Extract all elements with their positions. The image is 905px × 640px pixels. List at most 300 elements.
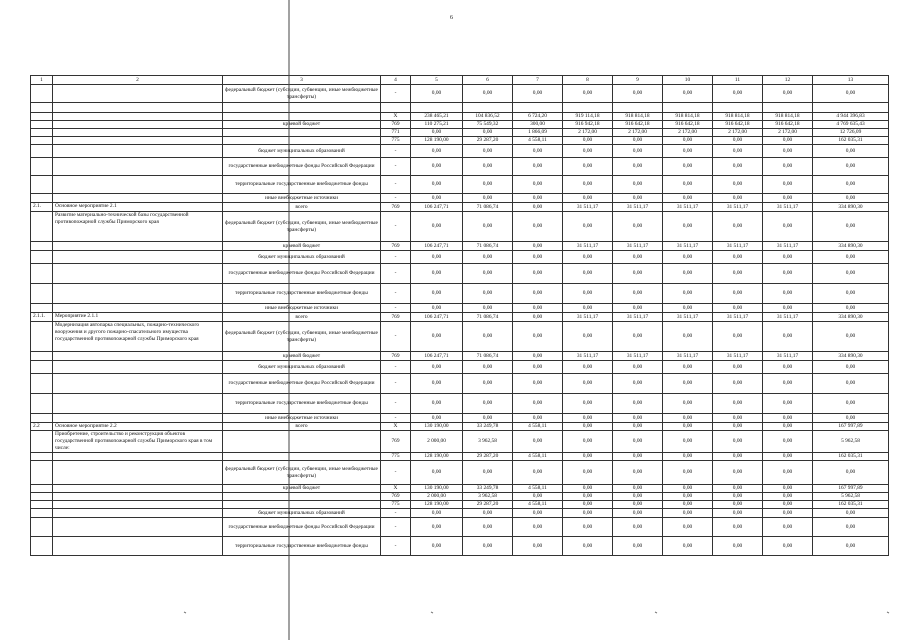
row-index-cell (31, 322, 53, 352)
value-cell: 0,00 (613, 374, 663, 394)
value-cell: 0,00 (763, 461, 813, 485)
measure-name-cell (53, 509, 223, 518)
value-cell: X (381, 485, 411, 493)
measure-name-cell (53, 129, 223, 137)
value-cell: 0,00 (513, 322, 563, 352)
row-index-cell (31, 431, 53, 453)
value-cell: 0,00 (663, 423, 713, 431)
value-cell: 0,00 (813, 158, 889, 176)
value-cell: 0,00 (513, 284, 563, 304)
value-cell: 0,00 (763, 284, 813, 304)
table-row (31, 113, 889, 121)
value-cell: 0,00 (813, 284, 889, 304)
value-cell: 0,00 (463, 374, 513, 394)
value-cell: 0,00 (563, 251, 613, 264)
value-cell: 0,00 (463, 361, 513, 374)
row-index-cell (31, 361, 53, 374)
value-cell: 918 814,18 (663, 113, 713, 121)
value-cell: 0,00 (663, 137, 713, 145)
value-cell: 2 172,00 (663, 129, 713, 137)
value-cell: 0,00 (411, 414, 463, 423)
value-cell: 0,00 (513, 212, 563, 242)
value-cell: 31 511,17 (563, 203, 613, 212)
row-index-cell (31, 242, 53, 251)
value-cell: 0,00 (513, 304, 563, 313)
value-cell: 0,00 (513, 242, 563, 251)
value-cell: 918 814,18 (613, 113, 663, 121)
value-cell: 0,00 (563, 453, 613, 461)
value-cell: 0,00 (563, 493, 613, 501)
value-cell: 4 558,11 (513, 485, 563, 493)
value-cell: 0,00 (813, 414, 889, 423)
value-cell: - (381, 361, 411, 374)
value-cell: - (381, 374, 411, 394)
value-cell: 0,00 (463, 251, 513, 264)
table-row (31, 251, 889, 264)
value-cell: 0,00 (411, 251, 463, 264)
value-cell: 0,00 (613, 461, 663, 485)
value-cell: 33 249,78 (463, 485, 513, 493)
value-cell: 0,00 (563, 423, 613, 431)
value-cell: 0,00 (613, 501, 663, 509)
value-cell: 769 (381, 203, 411, 212)
value-cell: 0,00 (813, 251, 889, 264)
value-cell: 0,00 (813, 264, 889, 284)
scan-speck (184, 612, 186, 613)
header-cell: 1 (31, 76, 53, 85)
value-cell: 0,00 (813, 85, 889, 103)
value-cell: - (381, 304, 411, 313)
funding-source-cell: иные внебюджетные источники (223, 414, 381, 423)
funding-source-cell: федеральный бюджет (субсидии, субвенции, иные межбюджетные трансферты) (223, 212, 381, 242)
funding-source-cell: территориальные государственные внебюджетные фонды (223, 394, 381, 414)
value-cell: 0,00 (411, 361, 463, 374)
value-cell: 167 997,89 (813, 485, 889, 493)
value-cell: 0,00 (763, 137, 813, 145)
value-cell: 916 642,18 (663, 121, 713, 129)
table-row (31, 145, 889, 158)
value-cell: - (381, 264, 411, 284)
value-cell: 775 (381, 137, 411, 145)
value-cell: 0,00 (613, 509, 663, 518)
value-cell: 0,00 (713, 361, 763, 374)
table-row (31, 212, 889, 242)
value-cell: 0,00 (411, 284, 463, 304)
value-cell: 0,00 (563, 212, 613, 242)
row-index-cell (31, 394, 53, 414)
value-cell: 0,00 (463, 264, 513, 284)
row-index-cell (31, 176, 53, 194)
value-cell: 75 549,32 (463, 121, 513, 129)
funding-source-cell (223, 453, 381, 461)
row-index-cell (31, 251, 53, 264)
value-cell: - (381, 194, 411, 203)
value-cell: 0,00 (563, 461, 613, 485)
value-cell: 0,00 (411, 461, 463, 485)
value-cell: 0,00 (411, 212, 463, 242)
value-cell: 0,00 (663, 194, 713, 203)
value-cell: 0,00 (563, 194, 613, 203)
value-cell: 0,00 (411, 85, 463, 103)
funding-source-cell: территориальные государственные внебюджетные фонды (223, 284, 381, 304)
row-index-cell (31, 113, 53, 121)
funding-source-cell: краевой бюджет (223, 242, 381, 251)
value-cell: 0,00 (513, 374, 563, 394)
value-cell: 0,00 (563, 537, 613, 556)
row-index-cell: 2.2 (31, 423, 53, 431)
value-cell: 71 086,74 (463, 352, 513, 361)
value-cell: - (381, 322, 411, 352)
row-index-cell (31, 493, 53, 501)
value-cell: 0,00 (563, 361, 613, 374)
funding-source-cell: иные внебюджетные источники (223, 194, 381, 203)
value-cell: 0,00 (513, 414, 563, 423)
value-cell: 29 287,20 (463, 453, 513, 461)
value-cell: 31 511,17 (713, 242, 763, 251)
funding-source-cell: иные внебюджетные источники (223, 304, 381, 313)
value-cell: 0,00 (763, 423, 813, 431)
value-cell: 769 (381, 493, 411, 501)
value-cell: 0,00 (563, 414, 613, 423)
value-cell: 0,00 (763, 194, 813, 203)
value-cell: 31 511,17 (763, 203, 813, 212)
value-cell: 0,00 (513, 194, 563, 203)
row-index-cell (31, 137, 53, 145)
header-cell: 8 (563, 76, 613, 85)
value-cell: 0,00 (613, 212, 663, 242)
value-cell: 0,00 (563, 518, 613, 537)
value-cell (381, 103, 411, 113)
value-cell: 0,00 (613, 251, 663, 264)
table-row (31, 264, 889, 284)
row-index-cell (31, 537, 53, 556)
value-cell: 0,00 (713, 485, 763, 493)
funding-source-cell (223, 113, 381, 121)
value-cell: 0,00 (513, 352, 563, 361)
value-cell: 769 (381, 431, 411, 453)
value-cell: 0,00 (713, 518, 763, 537)
value-cell: 0,00 (411, 374, 463, 394)
value-cell (763, 103, 813, 113)
value-cell: 0,00 (663, 264, 713, 284)
table-row (31, 137, 889, 145)
value-cell: 31 511,17 (563, 313, 613, 322)
value-cell: X (381, 423, 411, 431)
value-cell: 0,00 (813, 509, 889, 518)
value-cell: 0,00 (411, 176, 463, 194)
value-cell: 0,00 (663, 145, 713, 158)
value-cell: 0,00 (613, 284, 663, 304)
value-cell: 0,00 (563, 284, 613, 304)
value-cell: 0,00 (613, 361, 663, 374)
value-cell: - (381, 414, 411, 423)
value-cell: 162 035,31 (813, 137, 889, 145)
value-cell: 106 247,71 (411, 203, 463, 212)
value-cell: 6 724,20 (513, 113, 563, 121)
value-cell: 0,00 (713, 493, 763, 501)
value-cell: 0,00 (813, 322, 889, 352)
funding-source-cell (223, 431, 381, 453)
table-row (31, 304, 889, 313)
funding-source-cell: краевой бюджет (223, 352, 381, 361)
row-index-cell (31, 103, 53, 113)
measure-name-cell (53, 493, 223, 501)
value-cell: 0,00 (663, 176, 713, 194)
table-row (31, 313, 889, 322)
value-cell: 31 511,17 (663, 352, 713, 361)
value-cell: 0,00 (513, 85, 563, 103)
value-cell (663, 103, 713, 113)
measure-name-cell (53, 85, 223, 103)
measure-name-cell (53, 284, 223, 304)
measure-name-cell (53, 453, 223, 461)
value-cell: 1 866,09 (513, 129, 563, 137)
value-cell: 0,00 (613, 322, 663, 352)
value-cell: 0,00 (713, 251, 763, 264)
value-cell: 0,00 (463, 509, 513, 518)
value-cell: 0,00 (713, 158, 763, 176)
value-cell: 0,00 (663, 493, 713, 501)
value-cell: 0,00 (513, 176, 563, 194)
value-cell (813, 103, 889, 113)
value-cell: 3 962,58 (463, 493, 513, 501)
table-row (31, 322, 889, 352)
value-cell: 0,00 (563, 431, 613, 453)
value-cell: 0,00 (763, 361, 813, 374)
value-cell: 334 890,30 (813, 352, 889, 361)
row-index-cell (31, 414, 53, 423)
value-cell: 29 287,20 (463, 137, 513, 145)
table-row (31, 103, 889, 113)
value-cell: 0,00 (411, 264, 463, 284)
funding-source-cell: государственные внебюджетные фонды Российской Федерации (223, 374, 381, 394)
value-cell: 0,00 (713, 85, 763, 103)
value-cell: 0,00 (763, 322, 813, 352)
value-cell: 0,00 (513, 264, 563, 284)
measure-name-cell (53, 242, 223, 251)
value-cell: 0,00 (763, 158, 813, 176)
value-cell: 238 465,21 (411, 113, 463, 121)
value-cell: 0,00 (563, 485, 613, 493)
funding-source-cell: бюджет муниципальных образований (223, 145, 381, 158)
row-index-cell (31, 129, 53, 137)
table-row (31, 423, 889, 431)
value-cell: 31 511,17 (563, 352, 613, 361)
measure-name-cell: Развитие материально-технической базы государственной противопожарной службы Приморского края (53, 212, 223, 242)
value-cell: - (381, 85, 411, 103)
value-cell: 167 997,89 (813, 423, 889, 431)
value-cell: 0,00 (463, 145, 513, 158)
value-cell: 71 086,74 (463, 242, 513, 251)
value-cell: 0,00 (411, 304, 463, 313)
value-cell: 0,00 (663, 431, 713, 453)
value-cell: 0,00 (463, 85, 513, 103)
measure-name-cell: Модернизация автопарка специальных, пожарно-технического вооружения и другого пожарно-спасательного имущества государственной противопожарной службы Приморского края (53, 322, 223, 352)
value-cell: 0,00 (411, 158, 463, 176)
funding-source-cell: федеральный бюджет (субсидии, субвенции, иные межбюджетные трансферты) (223, 461, 381, 485)
row-index-cell (31, 509, 53, 518)
value-cell: 0,00 (513, 518, 563, 537)
funding-source-cell (223, 137, 381, 145)
value-cell: 0,00 (713, 145, 763, 158)
value-cell: 769 (381, 121, 411, 129)
value-cell: 0,00 (713, 304, 763, 313)
value-cell: 300,00 (513, 121, 563, 129)
measure-name-cell (53, 485, 223, 493)
header-cell: 2 (53, 76, 223, 85)
value-cell: 3 962,58 (463, 431, 513, 453)
value-cell: 334 890,30 (813, 203, 889, 212)
value-cell: 771 (381, 129, 411, 137)
value-cell: 0,00 (713, 394, 763, 414)
funding-source-cell: бюджет муниципальных образований (223, 251, 381, 264)
header-cell: 5 (411, 76, 463, 85)
value-cell: 2 000,00 (411, 431, 463, 453)
value-cell: 162 035,31 (813, 501, 889, 509)
measure-name-cell (53, 145, 223, 158)
value-cell: 0,00 (463, 158, 513, 176)
value-cell: 130 190,00 (411, 423, 463, 431)
table-row (31, 485, 889, 493)
value-cell: 0,00 (463, 212, 513, 242)
measure-name-cell (53, 304, 223, 313)
value-cell: 2 172,00 (713, 129, 763, 137)
table-row (31, 242, 889, 251)
measure-name-cell (53, 361, 223, 374)
value-cell: 0,00 (763, 145, 813, 158)
value-cell: 0,00 (463, 129, 513, 137)
table-row (31, 176, 889, 194)
value-cell: 0,00 (713, 137, 763, 145)
value-cell: 0,00 (713, 284, 763, 304)
measure-name-cell (53, 394, 223, 414)
value-cell: 919 114,18 (563, 113, 613, 121)
value-cell: 0,00 (763, 501, 813, 509)
value-cell: 0,00 (663, 518, 713, 537)
value-cell: 0,00 (463, 518, 513, 537)
value-cell: 0,00 (763, 537, 813, 556)
value-cell: 0,00 (463, 194, 513, 203)
value-cell: 31 511,17 (763, 242, 813, 251)
value-cell: 0,00 (563, 322, 613, 352)
table-row (31, 414, 889, 423)
value-cell: 31 511,17 (713, 313, 763, 322)
value-cell: 0,00 (813, 394, 889, 414)
value-cell: 0,00 (613, 194, 663, 203)
value-cell: 0,00 (513, 251, 563, 264)
value-cell: 0,00 (613, 414, 663, 423)
value-cell (613, 103, 663, 113)
table-row (31, 121, 889, 129)
value-cell: 31 511,17 (613, 242, 663, 251)
table-row (31, 509, 889, 518)
value-cell: 31 511,17 (663, 242, 713, 251)
measure-name-cell: Основное мероприятие 2.2 (53, 423, 223, 431)
funding-source-cell: краевой бюджет (223, 121, 381, 129)
value-cell: 0,00 (613, 485, 663, 493)
value-cell: 0,00 (763, 509, 813, 518)
value-cell: 0,00 (813, 374, 889, 394)
value-cell: 0,00 (763, 518, 813, 537)
value-cell: 0,00 (813, 518, 889, 537)
value-cell: 0,00 (563, 137, 613, 145)
value-cell: 0,00 (613, 264, 663, 284)
value-cell: 4 944 396,83 (813, 113, 889, 121)
value-cell: - (381, 284, 411, 304)
table-row (31, 431, 889, 453)
measure-name-cell (53, 251, 223, 264)
value-cell: 2 000,00 (411, 493, 463, 501)
funding-source-cell: территориальные государственные внебюджетные фонды (223, 176, 381, 194)
table-row (31, 194, 889, 203)
row-index-cell (31, 212, 53, 242)
value-cell: 334 890,30 (813, 313, 889, 322)
measure-name-cell (53, 113, 223, 121)
value-cell: 0,00 (613, 431, 663, 453)
value-cell: 0,00 (763, 493, 813, 501)
funding-source-cell: бюджет муниципальных образований (223, 509, 381, 518)
header-cell: 4 (381, 76, 411, 85)
row-index-cell (31, 518, 53, 537)
value-cell: 130 190,00 (411, 485, 463, 493)
value-cell: 769 (381, 313, 411, 322)
value-cell: 0,00 (713, 431, 763, 453)
value-cell: 0,00 (513, 203, 563, 212)
value-cell: 31 511,17 (763, 352, 813, 361)
value-cell: 0,00 (763, 264, 813, 284)
value-cell: 0,00 (613, 85, 663, 103)
value-cell: 31 511,17 (563, 242, 613, 251)
value-cell: 0,00 (763, 304, 813, 313)
value-cell: 0,00 (763, 374, 813, 394)
value-cell: 0,00 (613, 537, 663, 556)
value-cell: 4 558,11 (513, 423, 563, 431)
value-cell: 916 642,18 (713, 121, 763, 129)
value-cell: 2 172,00 (613, 129, 663, 137)
value-cell: 0,00 (563, 394, 613, 414)
value-cell: 0,00 (713, 509, 763, 518)
header-cell: 6 (463, 76, 513, 85)
value-cell: 0,00 (613, 137, 663, 145)
value-cell: 0,00 (411, 145, 463, 158)
budget-table (30, 75, 889, 556)
header-cell: 11 (713, 76, 763, 85)
value-cell: 0,00 (411, 394, 463, 414)
value-cell: 918 814,18 (763, 113, 813, 121)
value-cell: 0,00 (513, 493, 563, 501)
header-cell: 13 (813, 76, 889, 85)
table-row (31, 493, 889, 501)
value-cell: 0,00 (663, 485, 713, 493)
measure-name-cell (53, 137, 223, 145)
row-index-cell (31, 145, 53, 158)
value-cell: 128 190,00 (411, 137, 463, 145)
value-cell: 0,00 (713, 264, 763, 284)
value-cell: 769 (381, 352, 411, 361)
value-cell: 0,00 (411, 509, 463, 518)
row-index-cell (31, 158, 53, 176)
value-cell: 0,00 (813, 461, 889, 485)
value-cell: 0,00 (763, 453, 813, 461)
header-row (31, 76, 889, 85)
value-cell: 0,00 (663, 537, 713, 556)
value-cell: 0,00 (813, 145, 889, 158)
value-cell: 916 642,18 (613, 121, 663, 129)
value-cell: 0,00 (463, 537, 513, 556)
header-cell: 10 (663, 76, 713, 85)
value-cell: 0,00 (713, 453, 763, 461)
table-row (31, 284, 889, 304)
